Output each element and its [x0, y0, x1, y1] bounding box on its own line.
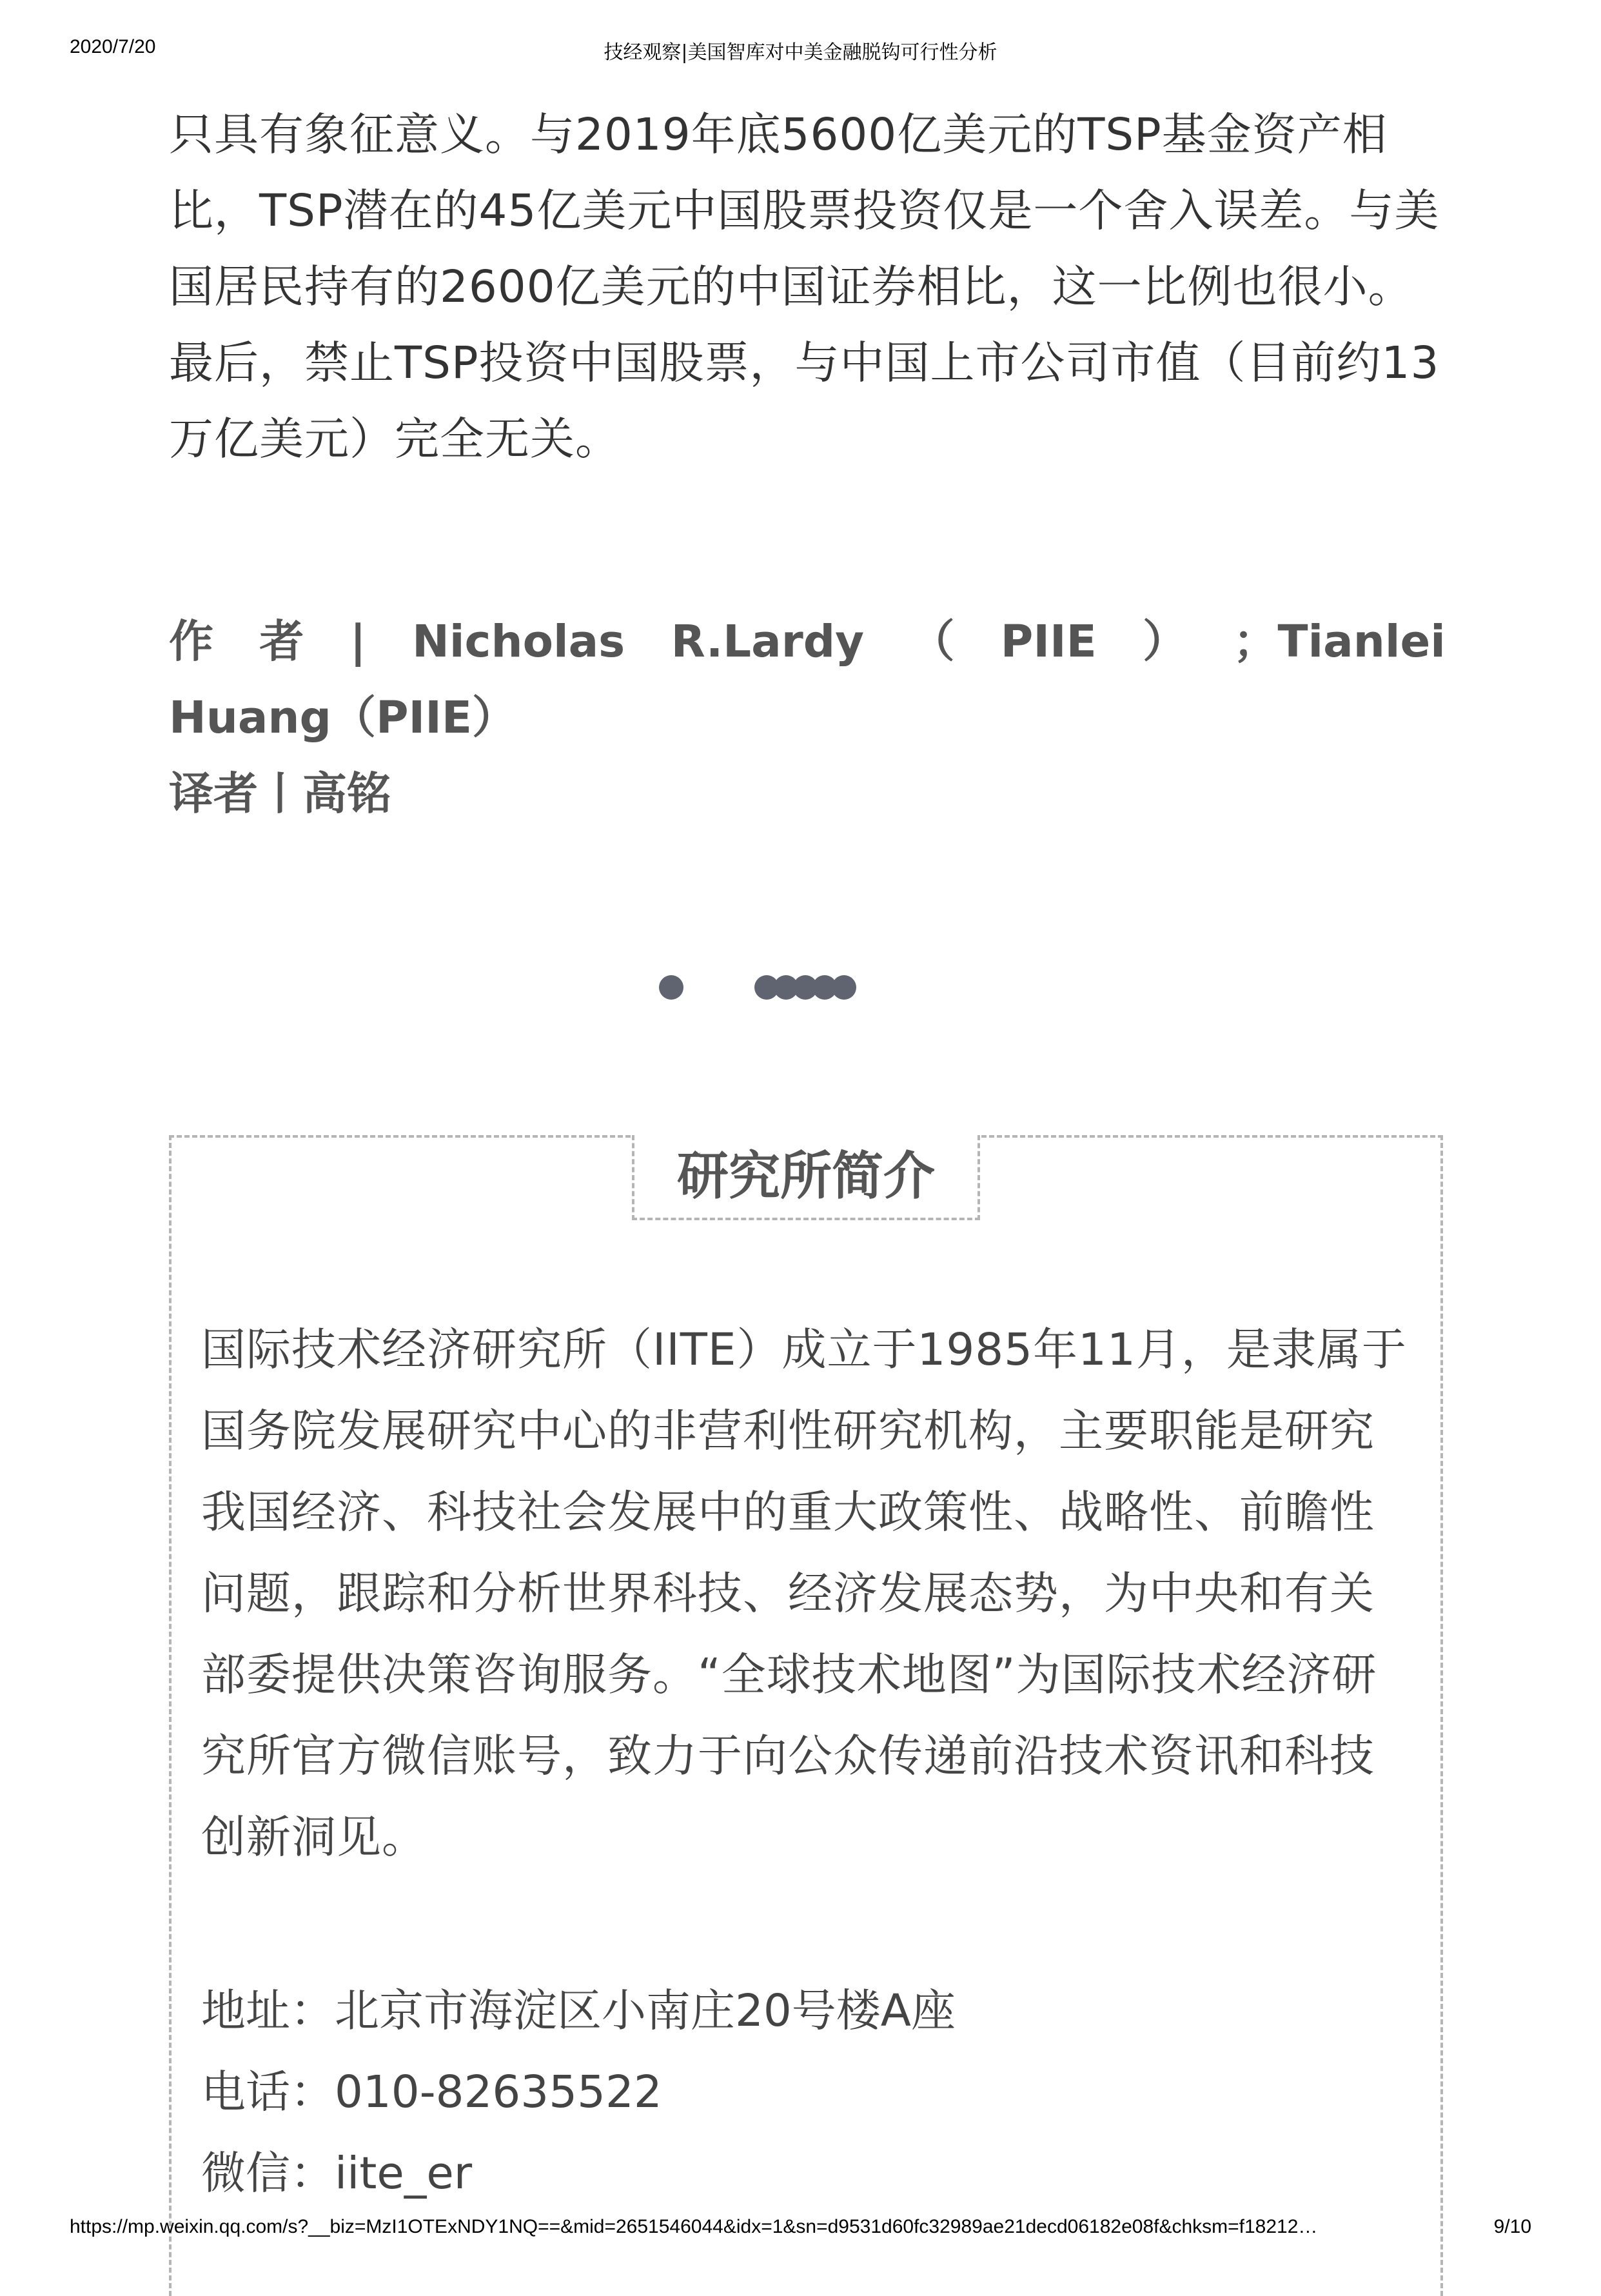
- author-word: PIIE: [1000, 616, 1097, 668]
- contact-wechat: 微信：iite_er: [201, 2148, 473, 2199]
- section-divider-dots: [659, 975, 917, 1004]
- authors-line-1: [169, 604, 1446, 680]
- divider-dot: [659, 975, 683, 1000]
- contact-phone: 电话：010-82635522: [201, 2066, 662, 2118]
- print-source-url: https://mp.weixin.qq.com/s?__biz=MzI1OTExNDY1NQ==&mid=2651546044&idx=1&sn=d9531d60fc32989ae21decd06182e08f&chksm=f18212…: [70, 2216, 1318, 2237]
- institute-intro-title: 研究所简介: [632, 1135, 980, 1220]
- institute-contact: [201, 1970, 1413, 2214]
- author-word: 作: [169, 616, 213, 668]
- print-date: 2020/7/20: [70, 36, 156, 57]
- print-page-title: 技经观察|美国智库对中美金融脱钩可行性分析: [604, 41, 997, 64]
- print-page-number: 9/10: [1493, 2216, 1531, 2237]
- author-word: Nicholas: [412, 616, 625, 668]
- author-word: 者: [259, 616, 304, 668]
- institute-description: 国际技术经济研究所（IITE）成立于1985年11月，是隶属于国务院发展研究中心的非营利性研究机构，主要职能是研究我国经济、科技社会发展中的重大政策性、战略性、前瞻性问题，跟踪和分析世界科技、经济发展态势，为中央和有关部委提供决策咨询服务。“全球技术地图”为国际技术经济研究所官方微信账号，致力于向公众传递前沿技术资讯和科技创新洞见。: [201, 1324, 1407, 1863]
- translator-credit: 译者丨高铭: [169, 768, 391, 820]
- author-word: |: [349, 616, 366, 668]
- author-word: ）: [1143, 616, 1188, 668]
- contact-address: 地址：北京市海淀区小南庄20号楼A座: [201, 1985, 956, 2037]
- authors-line-2: Huang（PIIE）: [169, 692, 516, 744]
- divider-dot: [832, 975, 856, 1000]
- author-word: （: [910, 616, 955, 668]
- author-credits: [169, 604, 1446, 832]
- article-closing-paragraph: 只具有象征意义。与2019年底5600亿美元的TSP基金资产相比，TSP潜在的45亿美元中国股票投资仅是一个舍入误差。与美国居民持有的2600亿美元的中国证券相比，这一比例也很小。最后，禁止TSP投资中国股票，与中国上市公司市值（目前约13万亿美元）完全无关。: [169, 109, 1440, 465]
- author-word: R.Lardy: [671, 616, 865, 668]
- author-word: ；Tianlei: [1233, 616, 1446, 668]
